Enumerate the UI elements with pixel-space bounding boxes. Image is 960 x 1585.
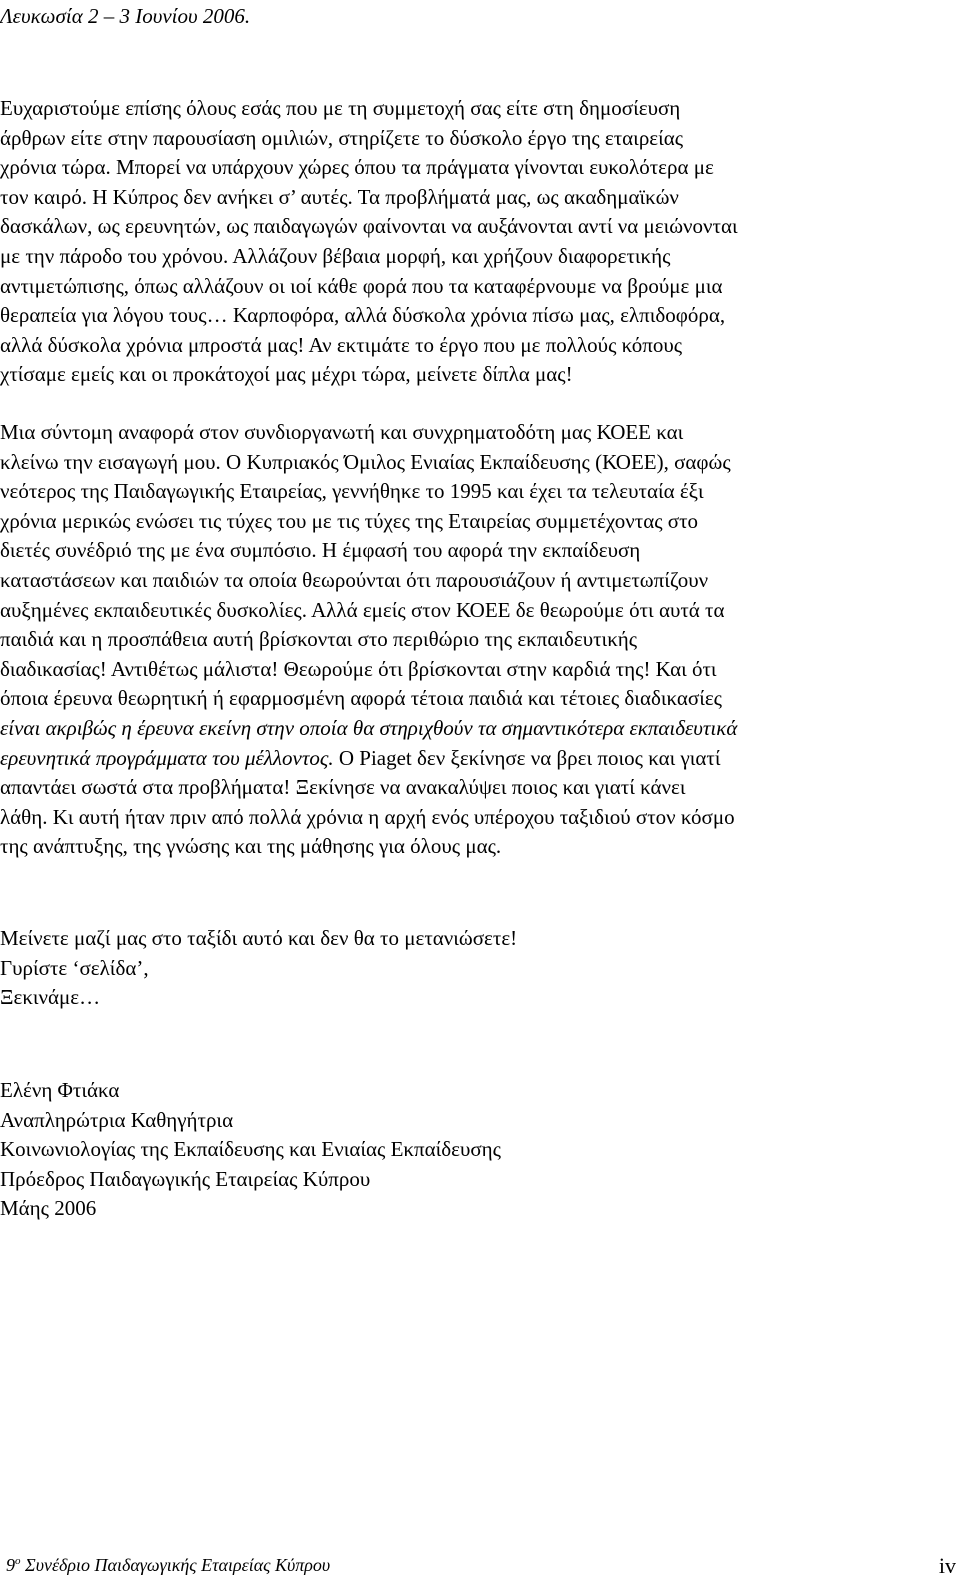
text-line: απαντάει σωστά στα προβλήματα! Ξεκίνησε να ανακαλύψει ποιος και γιατί κάνει: [0, 775, 686, 800]
signature-role: Πρόεδρος Παιδαγωγικής Εταιρείας Κύπρου: [0, 1166, 371, 1191]
closing-line: Μείνετε μαζί μας στο ταξίδι αυτό και δεν θα το μετανιώσετε!: [0, 926, 518, 950]
paragraph-koee: [0, 418, 938, 862]
text-line: χτίσαμε εμείς και οι προκάτοχοί μας μέχρι τώρα, μείνετε δίπλα μας!: [0, 362, 573, 387]
paragraph-thanks: [0, 94, 938, 390]
page-number: iv: [938, 1553, 956, 1578]
closing-line: Γυρίστε ‘σελίδα’,: [0, 955, 149, 980]
closing-line: Ξεκινάμε…: [0, 985, 101, 1010]
text-line: θεραπεία για λόγου τους… Καρποφόρα, αλλά δύσκολα χρόνια πίσω μας, ελπιδοφόρα,: [0, 303, 726, 328]
conference-ordinal: ο: [15, 1555, 21, 1567]
closing-lines: [0, 924, 517, 1013]
text-line: Ευχαριστούμε επίσης όλους εσάς που με τη συμμετοχή σας είτε στη δημοσίευση: [0, 96, 681, 120]
signature-title: Αναπληρώτρια Καθηγήτρια: [0, 1107, 234, 1132]
italic-text-span: ερευνητικά προγράμματα του μέλλοντος.: [0, 745, 334, 770]
text-line: [0, 744, 938, 774]
page-footer: [0, 1555, 960, 1581]
text-line: κλείνω την εισαγωγή μου. Ο Κυπριακός Όμιλος Ενιαίας Εκπαίδευσης (ΚΟΕΕ), σαφώς: [0, 449, 731, 474]
place-date-header: Λευκωσία 2 – 3 Ιουνίου 2006.: [0, 4, 251, 28]
text-line: της ανάπτυξης, της γνώσης και της μάθησης για όλους μας.: [0, 834, 502, 859]
text-span: Ο Piaget δεν ξεκίνησε να βρει ποιος και γιατί: [333, 745, 721, 770]
text-line: διετές συνέδριό της με ένα συμπόσιο. Η έμφασή του αφορά την εκπαίδευση: [0, 538, 641, 563]
signature-name: Ελένη Φτιάκα: [0, 1078, 120, 1102]
text-line: αλλά δύσκολα χρόνια μπροστά μας! Αν εκτιμάτε το έργο που με πολλούς κόπους: [0, 332, 683, 357]
conference-number: 9: [6, 1555, 15, 1575]
text-line: παιδιά και η προσπάθεια αυτή βρίσκονται στο περιθώριο της εκπαιδευτικής: [0, 627, 638, 652]
italic-text-line: είναι ακριβώς η έρευνα εκείνη στην οποία θα στηριχθούν τα σημαντικότερα εκπαιδευτικά: [0, 715, 738, 740]
conference-name: Συνέδριο Παιδαγωγικής Εταιρείας Κύπρου: [25, 1555, 331, 1575]
text-line: λάθη. Κι αυτή ήταν πριν από πολλά χρόνια η αρχή ενός υπέροχου ταξιδιού στον κόσμο: [0, 804, 735, 829]
text-line: τον καιρό. Η Κύπρος δεν ανήκει σ’ αυτές. Τα προβλήματά μας, ως ακαδημαϊκών: [0, 184, 679, 209]
text-line: χρόνια μερικώς ενώσει τις τύχες του με τις τύχες της Εταιρείας συμμετέχοντας στο: [0, 508, 699, 533]
signature-department: Κοινωνιολογίας της Εκπαίδευσης και Ενιαίας Εκπαίδευσης: [0, 1137, 501, 1162]
text-line: νεότερος της Παιδαγωγικής Εταιρείας, γεννήθηκε το 1995 και έχει τα τελευταία έξι: [0, 479, 704, 504]
text-line: αυξημένες εκπαιδευτικές δυσκολίες. Αλλά εμείς στον ΚΟΕΕ δε θεωρούμε ότι αυτά τα: [0, 597, 725, 622]
conference-footer: [6, 1555, 330, 1576]
signature-block: [0, 1076, 501, 1224]
text-line: όποια έρευνα θεωρητική ή εφαρμοσμένη αφορά τέτοια παιδιά και τέτοιες διαδικασίες: [0, 686, 722, 711]
text-line: χρόνια τώρα. Μπορεί να υπάρχουν χώρες όπου τα πράγματα γίνονται ευκολότερα με: [0, 155, 714, 180]
text-line: Μια σύντομη αναφορά στον συνδιοργανωτή και συνχρηματοδότη μας ΚΟΕΕ και: [0, 420, 684, 444]
text-line: με την πάροδο του χρόνου. Αλλάζουν βέβαια μορφή, και χρήζουν διαφορετικής: [0, 243, 671, 268]
text-line: καταστάσεων και παιδιών τα οποία θεωρούνται ότι παρουσιάζουν ή αντιμετωπίζουν: [0, 567, 709, 592]
text-line: αντιμετώπισης, όπως αλλάζουν οι ιοί κάθε φορά που τα καταφέρνουμε να βρούμε μια: [0, 273, 723, 298]
text-line: άρθρων είτε στην παρουσίαση ομιλιών, στηρίζετε το δύσκολο έργο της εταιρείας: [0, 125, 684, 150]
signature-date: Μάης 2006: [0, 1196, 97, 1221]
text-line: διαδικασίας! Αντιθέτως μάλιστα! Θεωρούμε ότι βρίσκονται στην καρδιά της! Και ότι: [0, 656, 717, 681]
text-line: δασκάλων, ως ερευνητών, ως παιδαγωγών φαίνονται να αυξάνονται αντί να μειώνονται: [0, 214, 738, 239]
